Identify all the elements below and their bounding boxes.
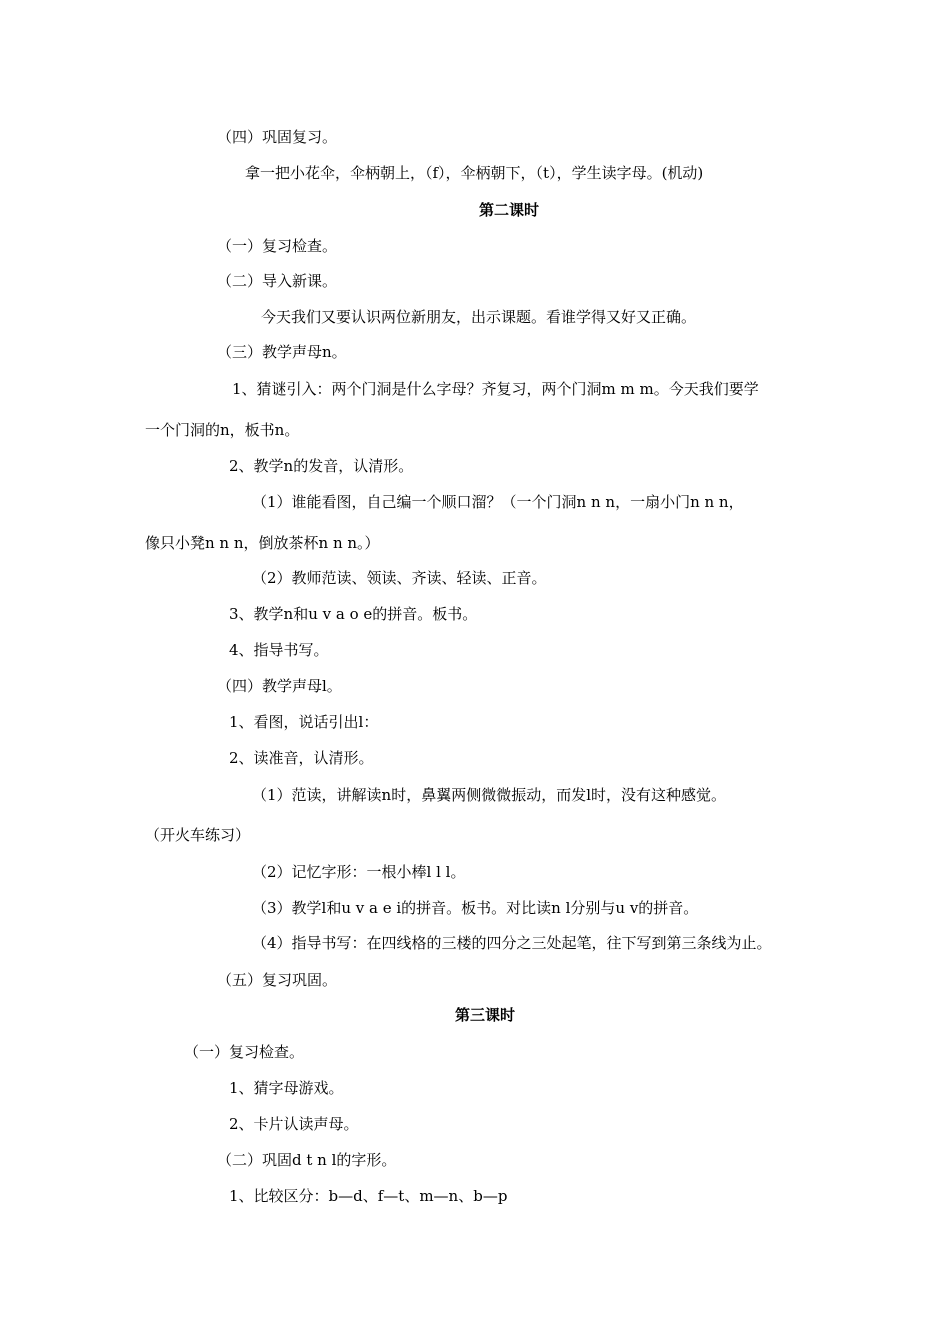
paragraph: 3、教学n和u v a o e的拼音。板书。 [229,605,478,623]
paragraph: （2）教师范读、领读、齐读、轻读、正音。 [252,569,547,587]
paragraph: 1、比较区分：b—d、f—t、m—n、b—p [229,1187,508,1205]
lesson-title: 第二课时 [479,201,540,219]
section-heading: （四）教学声母l。 [217,677,342,695]
section-heading: （三）教学声母n。 [217,343,347,361]
paragraph-continuation: （开火车练习） [145,826,251,844]
paragraph: 1、看图，说话引出l： [229,713,379,731]
paragraph: 1、猜谜引入：两个门洞是什么字母？齐复习，两个门洞m m m。今天我们要学 [232,380,759,398]
section-heading: （一）复习检查。 [184,1043,305,1061]
paragraph: 拿一把小花伞，伞柄朝上，（f），伞柄朝下，（t），学生读字母。(机动) [245,164,704,182]
section-heading: （二）巩固d t n l的字形。 [217,1151,397,1169]
section-heading: （二）导入新课。 [217,272,338,290]
paragraph: （4）指导书写：在四线格的三楼的四分之三处起笔，往下写到第三条线为止。 [252,934,772,952]
lesson-title: 第三课时 [455,1006,516,1024]
paragraph: 2、卡片认读声母。 [229,1115,359,1133]
paragraph: 今天我们又要认识两位新朋友，出示课题。看谁学得又好又正确。 [261,308,697,326]
paragraph: 2、教学n的发音，认清形。 [229,457,414,475]
paragraph: （1）谁能看图，自己编一个顺口溜？（一个门洞n n n，一扇小门n n n， [252,493,744,511]
paragraph: （3）教学l和u v a e i的拼音。板书。对比读n l分别与u v的拼音。 [252,899,699,917]
paragraph-continuation: 像只小凳n n n，倒放茶杯n n n。） [145,534,380,552]
paragraph: 2、读准音，认清形。 [229,749,374,767]
paragraph: （2）记忆字形：一根小棒l l l。 [252,863,466,881]
section-heading: （五）复习巩固。 [217,971,338,989]
paragraph: 1、猜字母游戏。 [229,1079,344,1097]
paragraph-continuation: 一个门洞的n，板书n。 [145,421,300,439]
paragraph: 4、指导书写。 [229,641,329,659]
section-heading: （一）复习检查。 [217,237,338,255]
paragraph: （1）范读，讲解读n时，鼻翼两侧微微振动，而发l时，没有这种感觉。 [252,786,727,804]
section-heading: （四）巩固复习。 [217,128,338,146]
